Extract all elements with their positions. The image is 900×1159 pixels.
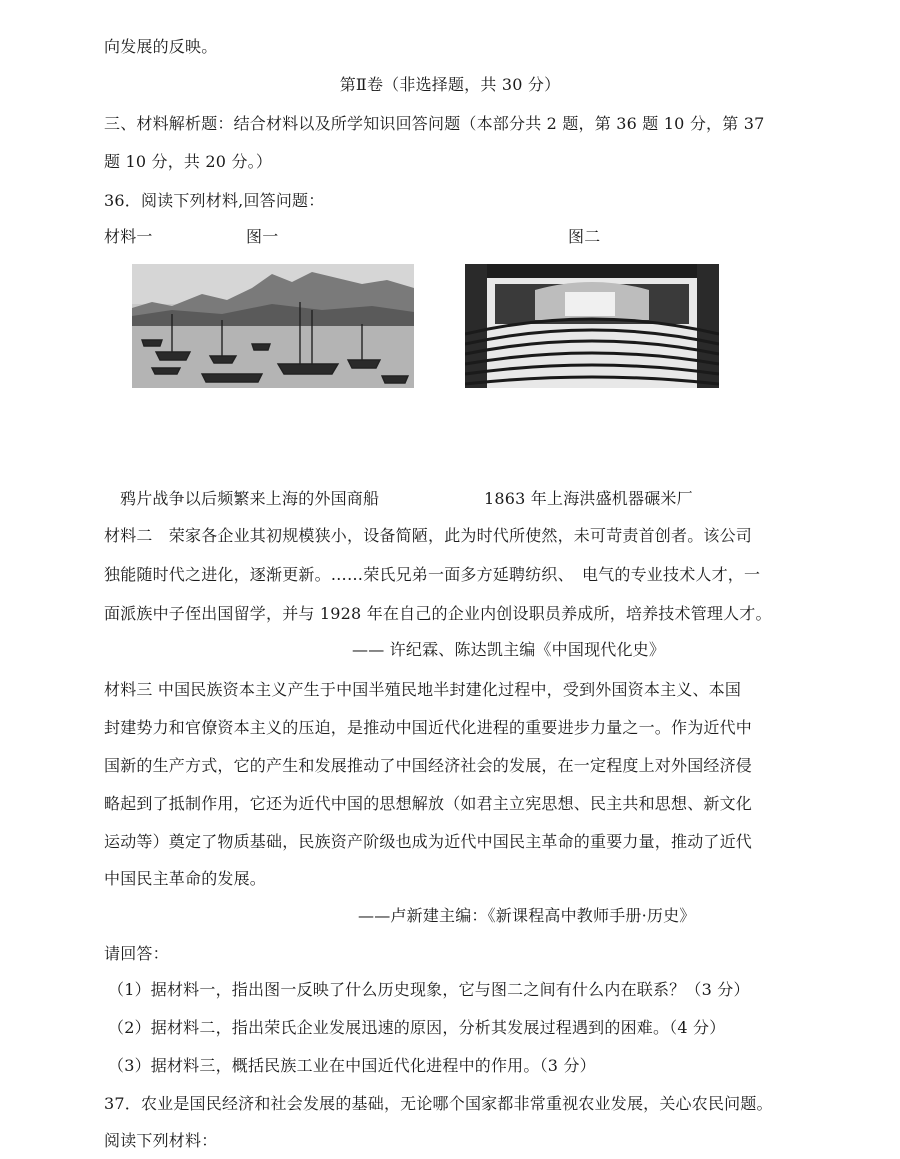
material-three-source: ——卢新建主编：《新课程高中教师手册·历史》 (358, 906, 696, 925)
figure-two-image (465, 264, 719, 388)
figure-two-label: 图二 (568, 227, 601, 246)
section-title: 第Ⅱ卷（非选择题，共 30 分） (339, 75, 561, 94)
material-one-label: 材料一 (104, 227, 153, 246)
material-three-line-4: 略起到了抵制作用，它还为近代中国的思想解放（如君主立宪思想、民主共和思想、新文化 (104, 794, 753, 813)
material-two-line-1: 材料二 荣家各企业其初规模狭小，设备简陋，此为时代所使然，未可苛责首创者。该公司 (104, 526, 753, 545)
part-three-instruction-cont: 题 10 分，共 20 分。） (104, 152, 273, 171)
sub-question-3: （3）据材料三，概括民族工业在中国近代化进程中的作用。（3 分） (108, 1056, 596, 1075)
material-three-line-1: 材料三 中国民族资本主义产生于中国半殖民地半封建化过程中，受到外国资本主义、本国 (104, 680, 742, 699)
material-three-line-5: 运动等）奠定了物质基础，民族资产阶级也成为近代中国民主革命的重要力量，推动了近代 (104, 832, 753, 851)
material-two-line-3: 面派族中子侄出国留学，并与 1928 年在自己的企业内创设职员养成所，培养技术管理人才。 (104, 604, 772, 623)
question-37-heading: 37．农业是国民经济和社会发展的基础，无论哪个国家都非常重视农业发展，关心农民问题。 (104, 1094, 773, 1113)
sub-question-2: （2）据材料二，指出荣氏企业发展迅速的原因，分析其发展过程遇到的困难。（4 分） (108, 1018, 726, 1037)
read-materials-prompt: 阅读下列材料： (104, 1131, 218, 1150)
text-line-continuation: 向发展的反映。 (104, 37, 218, 56)
figure-two-caption: 1863 年上海洪盛机器碾米厂 (484, 489, 693, 508)
answer-prompt: 请回答： (104, 944, 169, 963)
sub-question-1: （1）据材料一，指出图一反映了什么历史现象，它与图二之间有什么内在联系？（3 分） (108, 980, 750, 999)
figure-one-label: 图一 (246, 227, 279, 246)
figure-one-caption: 鸦片战争以后频繁来上海的外国商船 (120, 489, 380, 508)
material-two-line-2: 独能随时代之进化，逐渐更新。……荣氏兄弟一面多方延聘纺织、 电气的专业技术人才，一 (104, 565, 761, 584)
figure-one-image (132, 264, 414, 388)
material-two-source: —— 许纪霖、陈达凯主编《中国现代化史》 (352, 640, 666, 659)
material-three-line-6: 中国民主革命的发展。 (104, 869, 267, 888)
material-three-line-3: 国新的生产方式，它的产生和发展推动了中国经济社会的发展，在一定程度上对外国经济侵 (104, 756, 753, 775)
part-three-instruction: 三、材料解析题：结合材料以及所学知识回答问题（本部分共 2 题，第 36 题 10 分，第 37 (104, 114, 765, 133)
question-36-heading: 36．阅读下列材料,回答问题： (104, 191, 325, 210)
material-three-line-2: 封建势力和官僚资本主义的压迫，是推动中国近代化进程的重要进步力量之一。作为近代中 (104, 718, 753, 737)
